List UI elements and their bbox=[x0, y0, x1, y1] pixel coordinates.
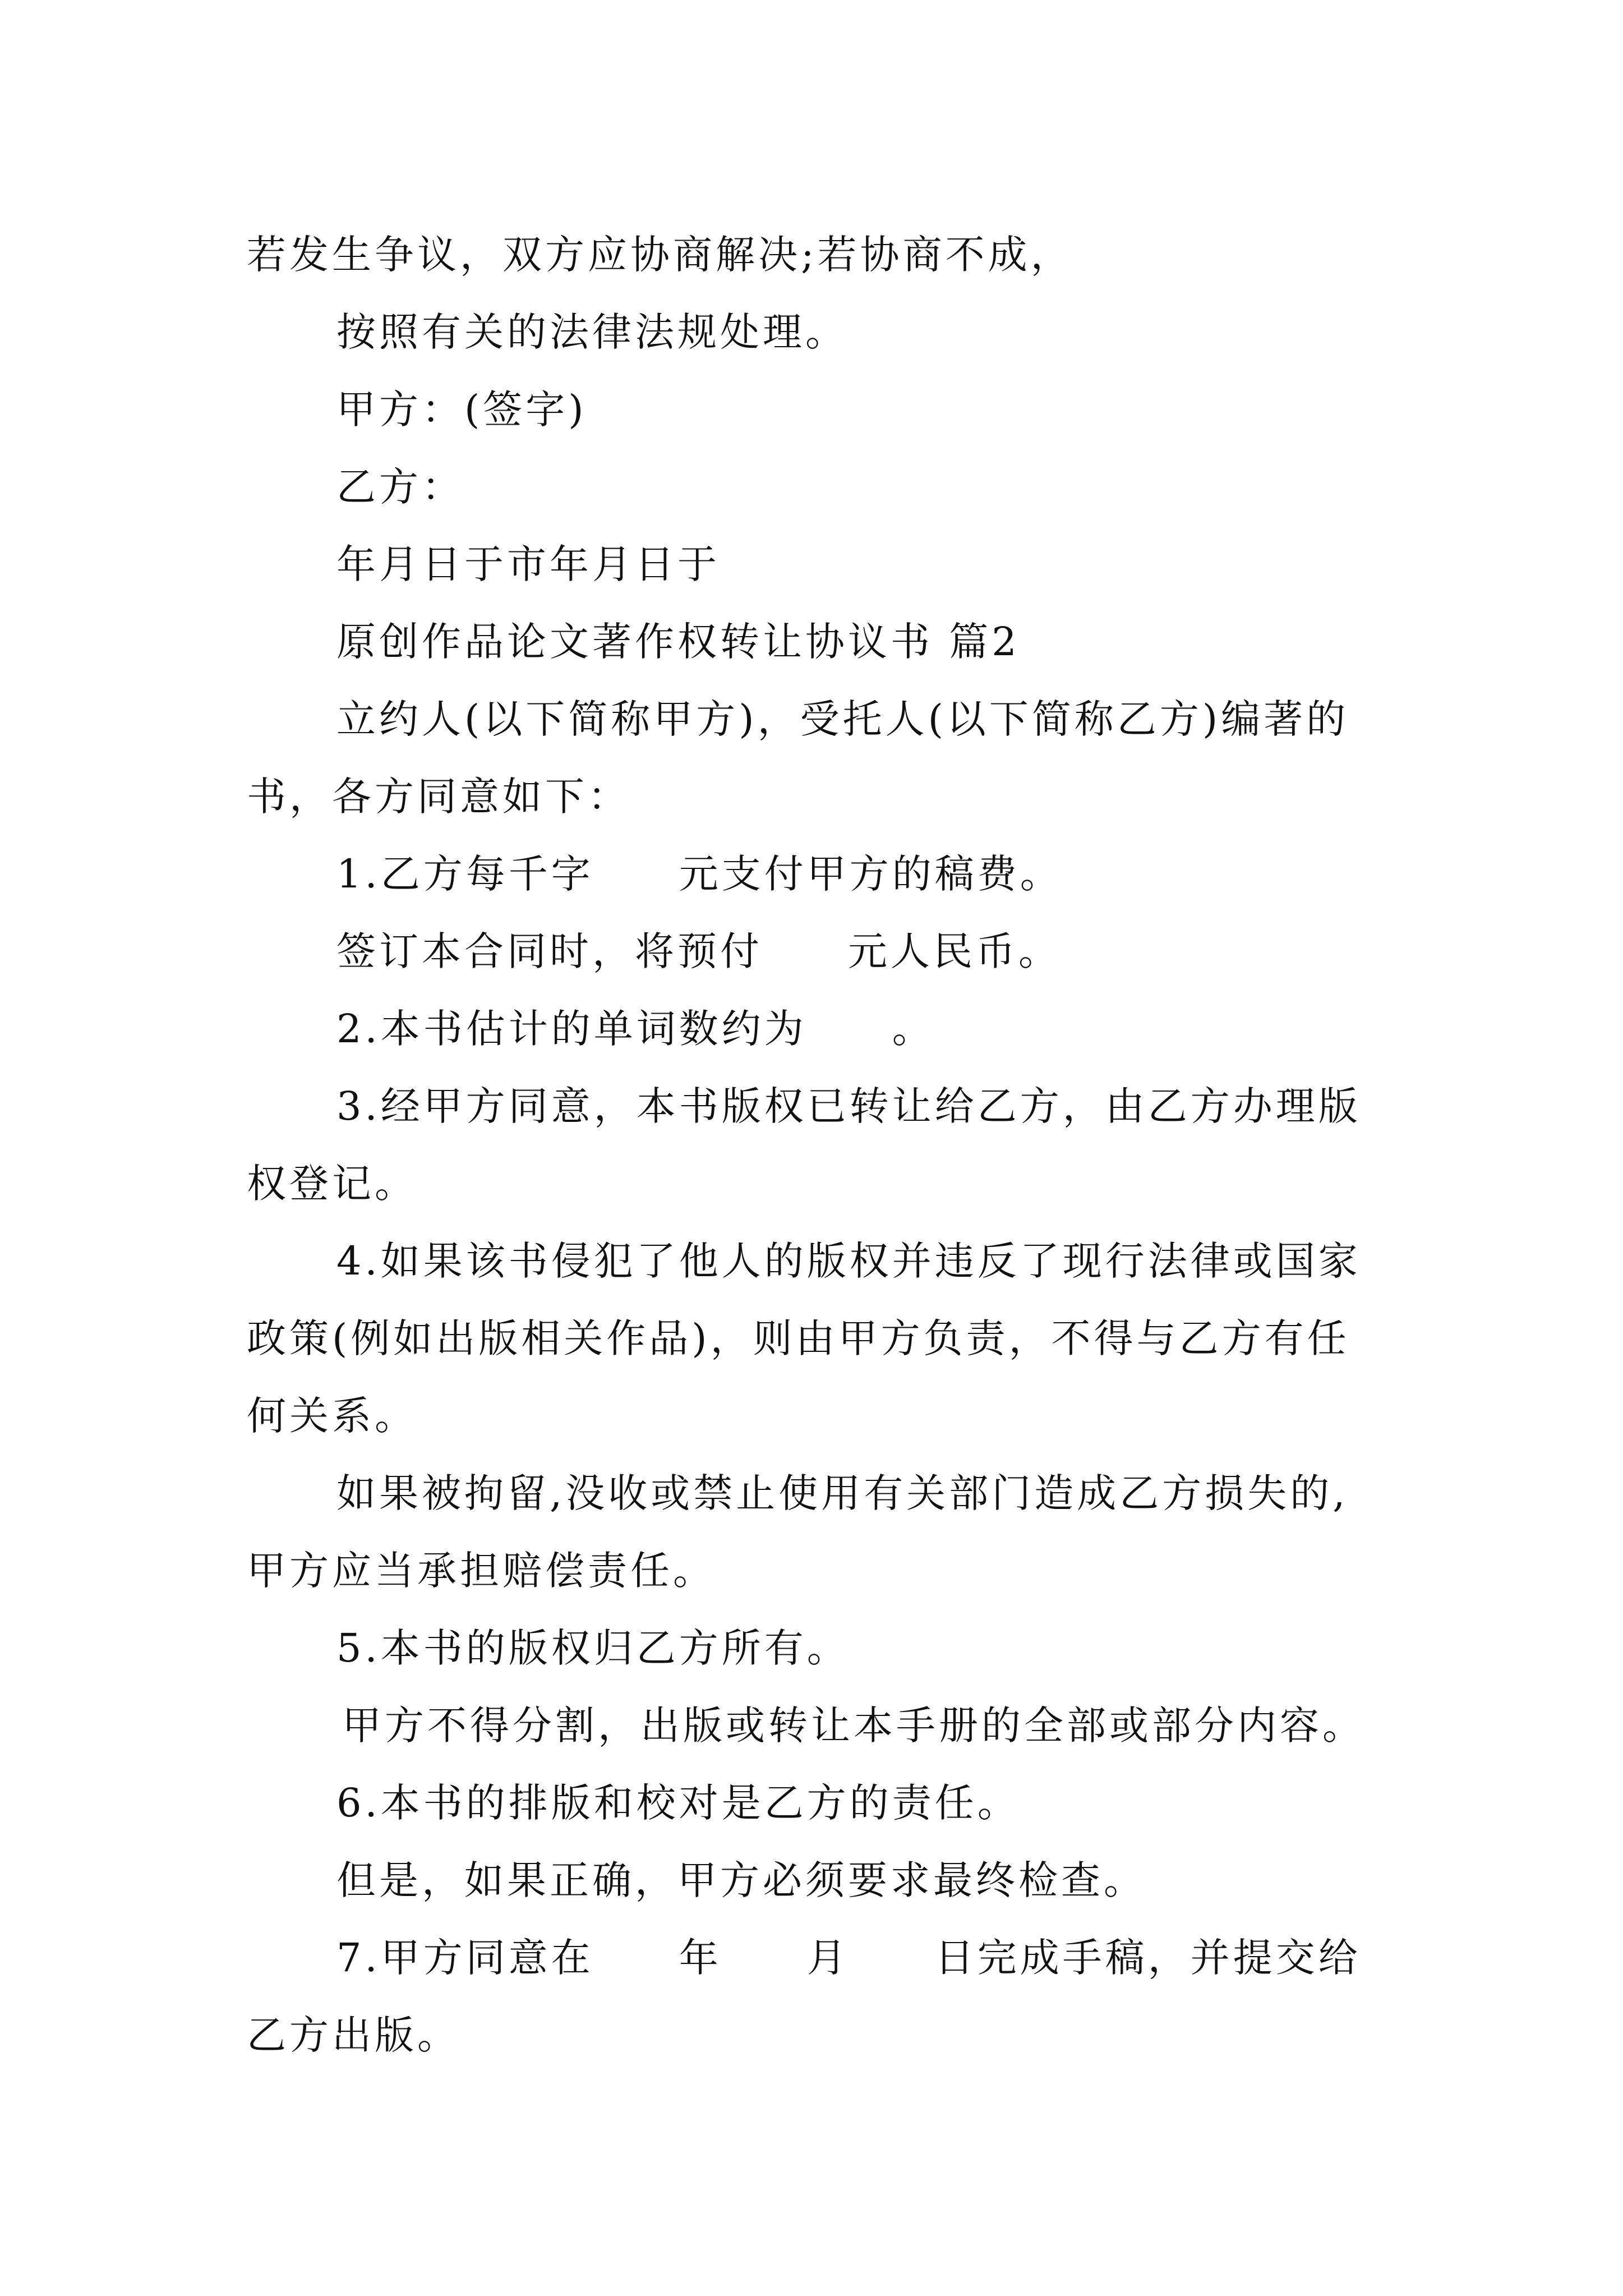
paragraph-party-a-signature: 甲方：(签字) bbox=[336, 386, 587, 432]
paragraph-party-b: 乙方： bbox=[336, 464, 464, 510]
clause-1: 1.乙方每千字 元支付甲方的稿费。 bbox=[336, 851, 1063, 897]
paragraph-intro: 立约人(以下简称甲方)，受托人(以下简称乙方)编著的书，各方同意如下： bbox=[247, 696, 1349, 820]
clause-3: 3.经甲方同意，本书版权已转让给乙方，由乙方办理版权登记。 bbox=[247, 1083, 1361, 1207]
clause-6: 6.本书的排版和校对是乙方的责任。 bbox=[336, 1780, 1020, 1826]
clause-5-restriction: 甲方不得分割，出版或转让本手册的全部或部分内容。 bbox=[342, 1703, 1365, 1749]
clause-5: 5.本书的版权归乙方所有。 bbox=[336, 1625, 850, 1671]
clause-4: 4.如果该书侵犯了他人的版权并违反了现行法律或国家政策(例如出版相关作品)，则由甲方负责，不得与乙方有任何关系。 bbox=[247, 1238, 1361, 1439]
document-body bbox=[247, 216, 1391, 2074]
clause-4-compensation: 如果被拘留,没收或禁止使用有关部门造成乙方损失的,甲方应当承担赔偿责任。 bbox=[247, 1470, 1349, 1594]
section-title: 原创作品论文著作权转让协议书 篇2 bbox=[336, 619, 1020, 665]
paragraph-law: 按照有关的法律法规处理。 bbox=[336, 309, 848, 355]
clause-6-check: 但是，如果正确，甲方必须要求最终检查。 bbox=[336, 1857, 1146, 1903]
paragraph-date-place: 年月日于市年月日于 bbox=[336, 541, 720, 587]
clause-2: 2.本书估计的单词数约为 。 bbox=[336, 1006, 935, 1052]
paragraph-dispute: 若发生争议，双方应协商解决;若协商不成， bbox=[247, 232, 1073, 278]
clause-1-prepay: 签订本合同时，将预付 元人民币。 bbox=[336, 928, 1061, 974]
clause-7: 7.甲方同意在 年 月 日完成手稿，并提交给乙方出版。 bbox=[247, 1935, 1361, 2058]
